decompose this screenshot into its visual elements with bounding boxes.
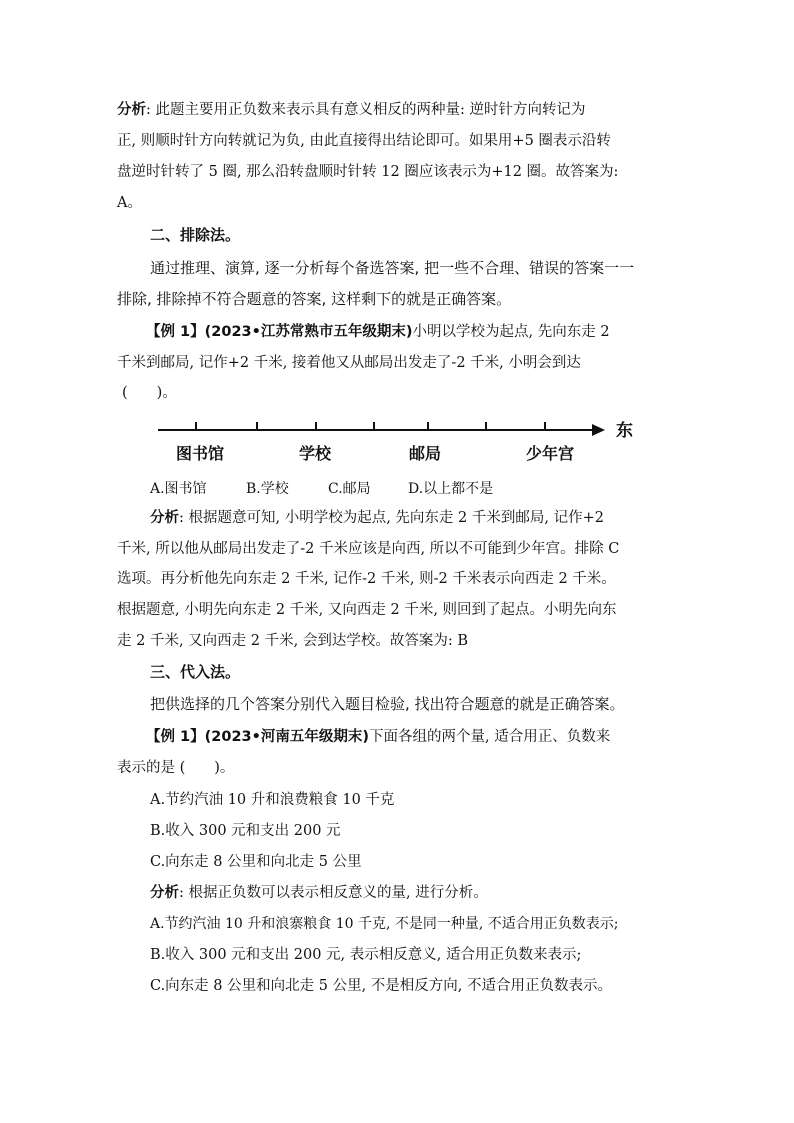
analysis-line: 千米, 所以他从邮局出发走了-2 千米应该是向西, 所以不可能到少年宫。排除 C [117, 541, 620, 557]
example-source: (2023•河南五年级期末) [204, 729, 370, 745]
analysis-line: 走 2 千米, 又向西走 2 千米, 会到达学校。故答案为: B [117, 633, 468, 649]
option-b: B.学校 [246, 481, 289, 497]
example-question-line: 【例 1】(2023•江苏常熟市五年级期末)小明以学校为起点, 先向东走 2 [146, 324, 610, 340]
place-label: 学校 [298, 444, 332, 463]
analysis-line: 盘逆时针转了 5 圈, 那么沿转盘顺时针转 12 圈应该表示为+12 圈。故答案为: [117, 164, 619, 180]
section-heading: 二、排除法。 [150, 226, 241, 244]
analysis-line: 选项。再分析他先向东走 2 千米, 记作-2 千米, 则-2 千米表示向西走 2 千米。 [117, 571, 616, 587]
option-b: B.收入 300 元和支出 200 元 [150, 823, 341, 839]
analysis-line: 分析: 根据题意可知, 小明学校为起点, 先向东走 2 千米到邮局, 记作+2 [150, 510, 604, 526]
section-heading: 三、代入法。 [150, 663, 241, 681]
analysis-line: A。 [117, 195, 142, 211]
option-c: C.向东走 8 公里和向北走 5 公里 [150, 854, 362, 870]
paragraph-line: 把供选择的几个答案分别代入题目检验, 找出符合题意的就是正确答案。 [150, 695, 625, 713]
place-label: 邮局 [408, 444, 442, 463]
arrow-head-icon [592, 424, 605, 436]
direction-label: 东 [616, 421, 633, 441]
paragraph-line: 排除, 排除掉不符合题意的答案, 这样剩下的就是正确答案。 [117, 290, 512, 308]
analysis-label: 分析 [150, 885, 179, 901]
analysis-line: 分析: 根据正负数可以表示相反意义的量, 进行分析。 [150, 885, 488, 901]
example-label: 【例 1】 [146, 729, 205, 745]
option-c: C.邮局 [328, 481, 371, 497]
analysis-line: 分析: 此题主要用正负数来表示具有意义相反的两种量: 逆时针方向转记为 [117, 102, 586, 118]
analysis-point: C.向东走 8 公里和向北走 5 公里, 不是相反方向, 不适合用正负数表示。 [150, 978, 613, 994]
place-label: 图书馆 [175, 444, 225, 463]
option-d: D.以上都不是 [408, 481, 494, 497]
analysis-point: A.节约汽油 10 升和浪寨粮食 10 千克, 不是同一种量, 不适合用正负数表示; [150, 916, 619, 932]
option-a: A.节约汽油 10 升和浪费粮食 10 千克 [150, 792, 395, 808]
example-question-line: ( )。 [122, 385, 177, 401]
option-a: A.图书馆 [150, 481, 207, 497]
analysis-line: 根据题意, 小明先向东走 2 千米, 又向西走 2 千米, 则回到了起点。小明先向东 [117, 602, 617, 618]
example-question-line: 【例 1】(2023•河南五年级期末)下面各组的两个量, 适合用正、负数来 [146, 729, 611, 745]
analysis-point: B.收入 300 元和支出 200 元, 表示相反意义, 适合用正负数来表示; [150, 947, 582, 963]
example-label: 【例 1】 [146, 324, 205, 340]
paragraph-line: 通过推理、演算, 逐一分析每个备选答案, 把一些不合理、错误的答案一一 [150, 259, 635, 277]
example-question-line: 表示的是 ( )。 [117, 760, 235, 776]
analysis-line: 正, 则顺时针方向转就记为负, 由此直接得出结论即可。如果用+5 圈表示沿转 [117, 133, 611, 149]
analysis-label: 分析 [150, 510, 179, 526]
number-line-diagram [150, 410, 650, 470]
analysis-label: 分析 [117, 102, 146, 118]
example-source: (2023•江苏常熟市五年级期末) [204, 324, 413, 340]
example-question-line: 千米到邮局, 记作+2 千米, 接着他又从邮局出发走了-2 千米, 小明会到达 [117, 355, 581, 371]
place-label: 少年宫 [525, 444, 575, 463]
